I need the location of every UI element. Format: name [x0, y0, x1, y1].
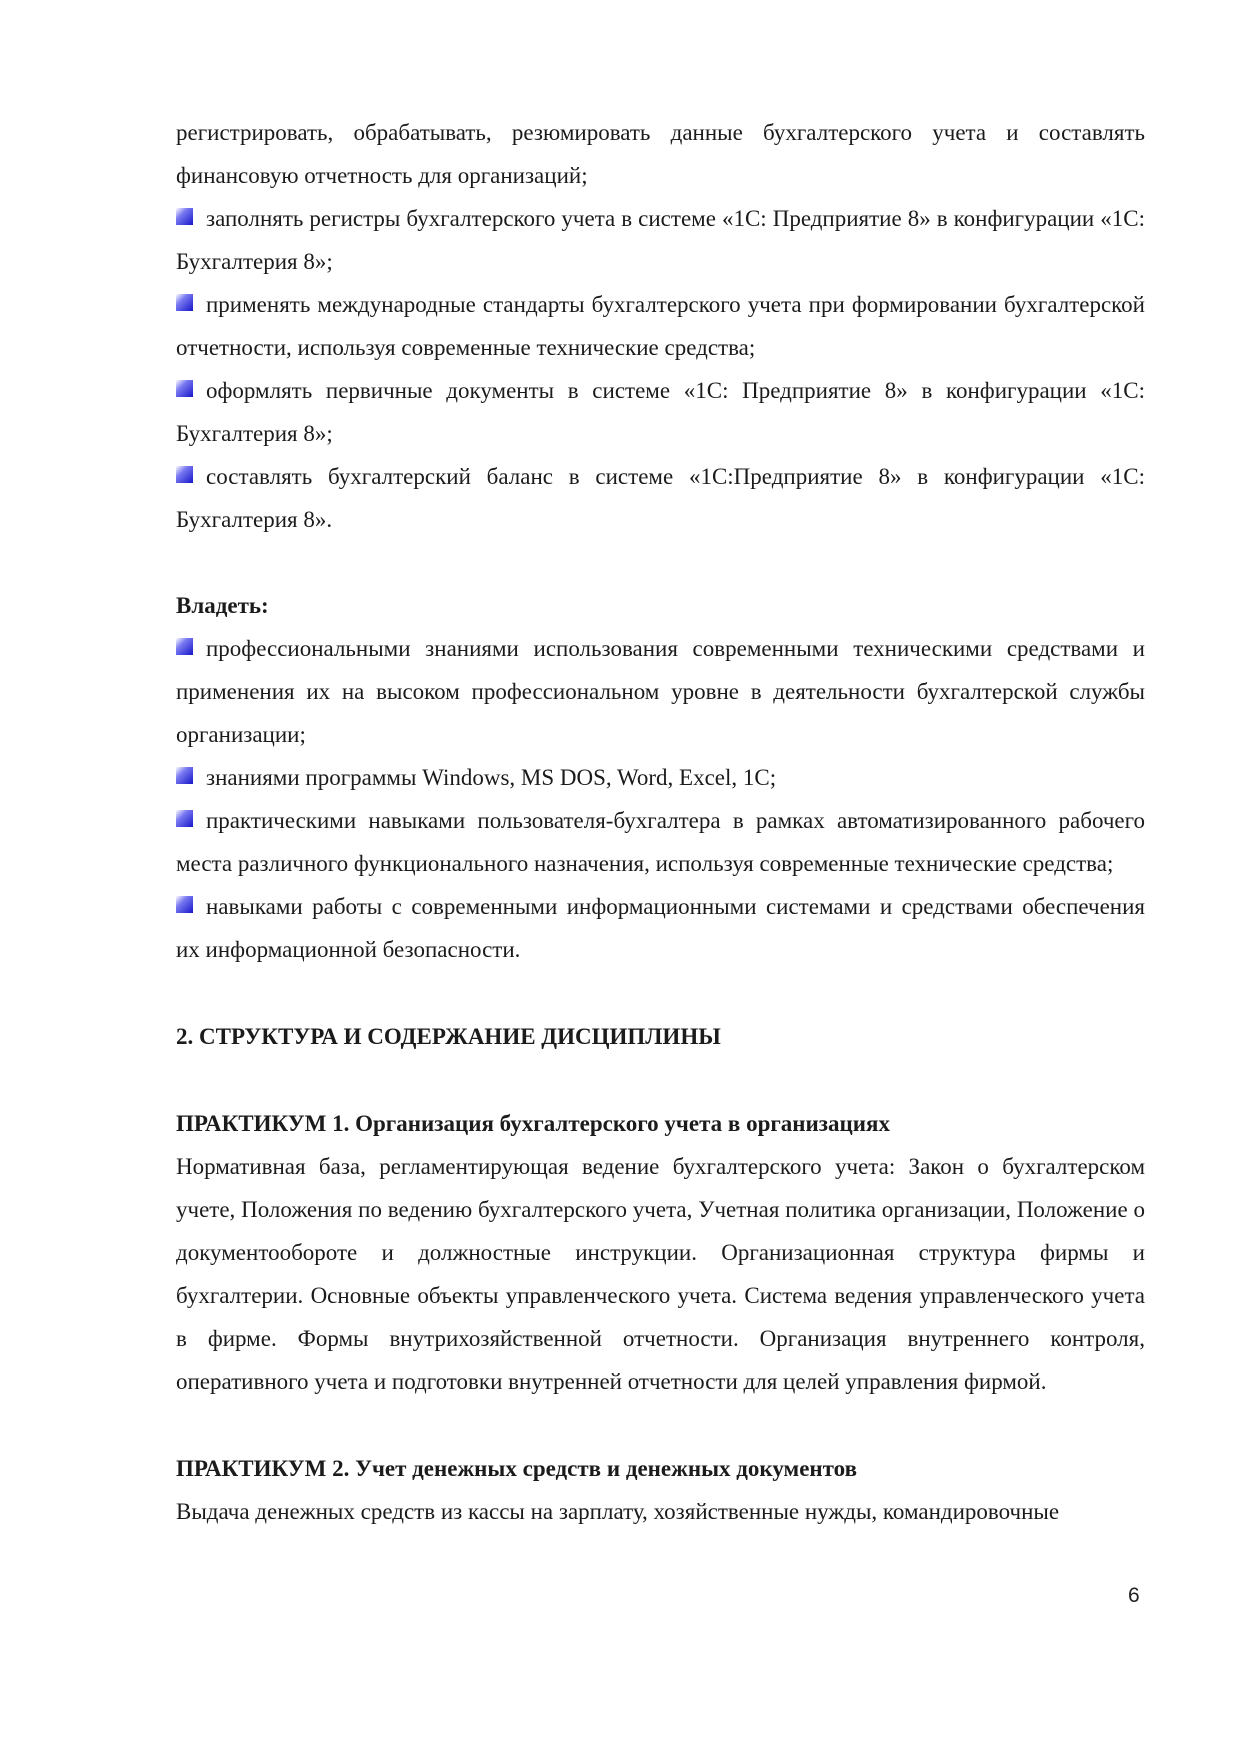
ability-item — [176, 283, 1145, 369]
possess-text: знаниями программы Windows, MS DOS, Word, Excel, 1С; — [206, 765, 777, 790]
possess-item — [176, 885, 1145, 971]
possess-heading: Владеть: — [176, 593, 269, 618]
ability-item — [176, 369, 1145, 455]
square-bullet-icon — [176, 466, 193, 483]
square-bullet-icon — [176, 896, 193, 913]
ability-item — [176, 197, 1145, 283]
page-content — [176, 111, 1145, 1533]
intro-paragraph: регистрировать, обрабатывать, резюмировать данные бухгалтерского учета и составлять финансовую отчетность для организаций; — [176, 120, 1145, 188]
ability-text: заполнять регистры бухгалтерского учета в системе «1С: Предприятие 8» в конфигурации «1С: Бухгалтерия 8»; — [176, 206, 1145, 274]
possess-item — [176, 799, 1145, 885]
possess-item — [176, 756, 1145, 799]
practicum-title: ПРАКТИКУМ 2. Учет денежных средств и денежных документов — [176, 1456, 858, 1481]
square-bullet-icon — [176, 767, 193, 784]
practicum-text: Выдача денежных средств из кассы на зарплату, хозяйственные нужды, командировочные — [176, 1499, 1060, 1524]
page-number: 6 — [1128, 1584, 1140, 1607]
ability-text: оформлять первичные документы в системе «1С: Предприятие 8» в конфигурации «1С: Бухгалтерия 8»; — [176, 378, 1145, 446]
square-bullet-icon — [176, 810, 193, 827]
section-title: 2. СТРУКТУРА И СОДЕРЖАНИЕ ДИСЦИПЛИНЫ — [176, 1024, 721, 1049]
possess-item — [176, 627, 1145, 756]
ability-text: составлять бухгалтерский баланс в системе «1С:Предприятие 8» в конфигурации «1С: Бухгалтерия 8». — [176, 464, 1145, 532]
ability-item — [176, 455, 1145, 541]
ability-text: применять международные стандарты бухгалтерского учета при формировании бухгалтерской отчетности, используя современные технические средства; — [176, 292, 1145, 360]
square-bullet-icon — [176, 294, 193, 311]
square-bullet-icon — [176, 638, 193, 655]
practicum-text: Нормативная база, регламентирующая ведение бухгалтерского учета: Закон о бухгалтерском учете, Положения по ведению бухгалтерского учета, Учетная политика организации, Положение о документообороте и должностные инструкции. Организационная структура фирмы и бухгалтерии. Основные объекты управленческого учета. Система ведения управленческого учета в фирме. Формы внутрихозяйственной отчетности. Организация внутреннего контроля, оперативного учета и подготовки внутренней отчетности для целей управления фирмой. — [176, 1154, 1145, 1394]
possess-text: профессиональными знаниями использования современными техническими средствами и применения их на высоком профессиональном уровне в деятельности бухгалтерской службы организации; — [176, 636, 1145, 747]
square-bullet-icon — [176, 380, 193, 397]
practicum-title: ПРАКТИКУМ 1. Организация бухгалтерского учета в организациях — [176, 1111, 890, 1136]
possess-text: навыками работы с современными информационными системами и средствами обеспечения их информационной безопасности. — [176, 894, 1145, 962]
possess-text: практическими навыками пользователя-бухгалтера в рамках автоматизированного рабочего места различного функционального назначения, используя современные технические средства; — [176, 808, 1145, 876]
square-bullet-icon — [176, 208, 193, 225]
